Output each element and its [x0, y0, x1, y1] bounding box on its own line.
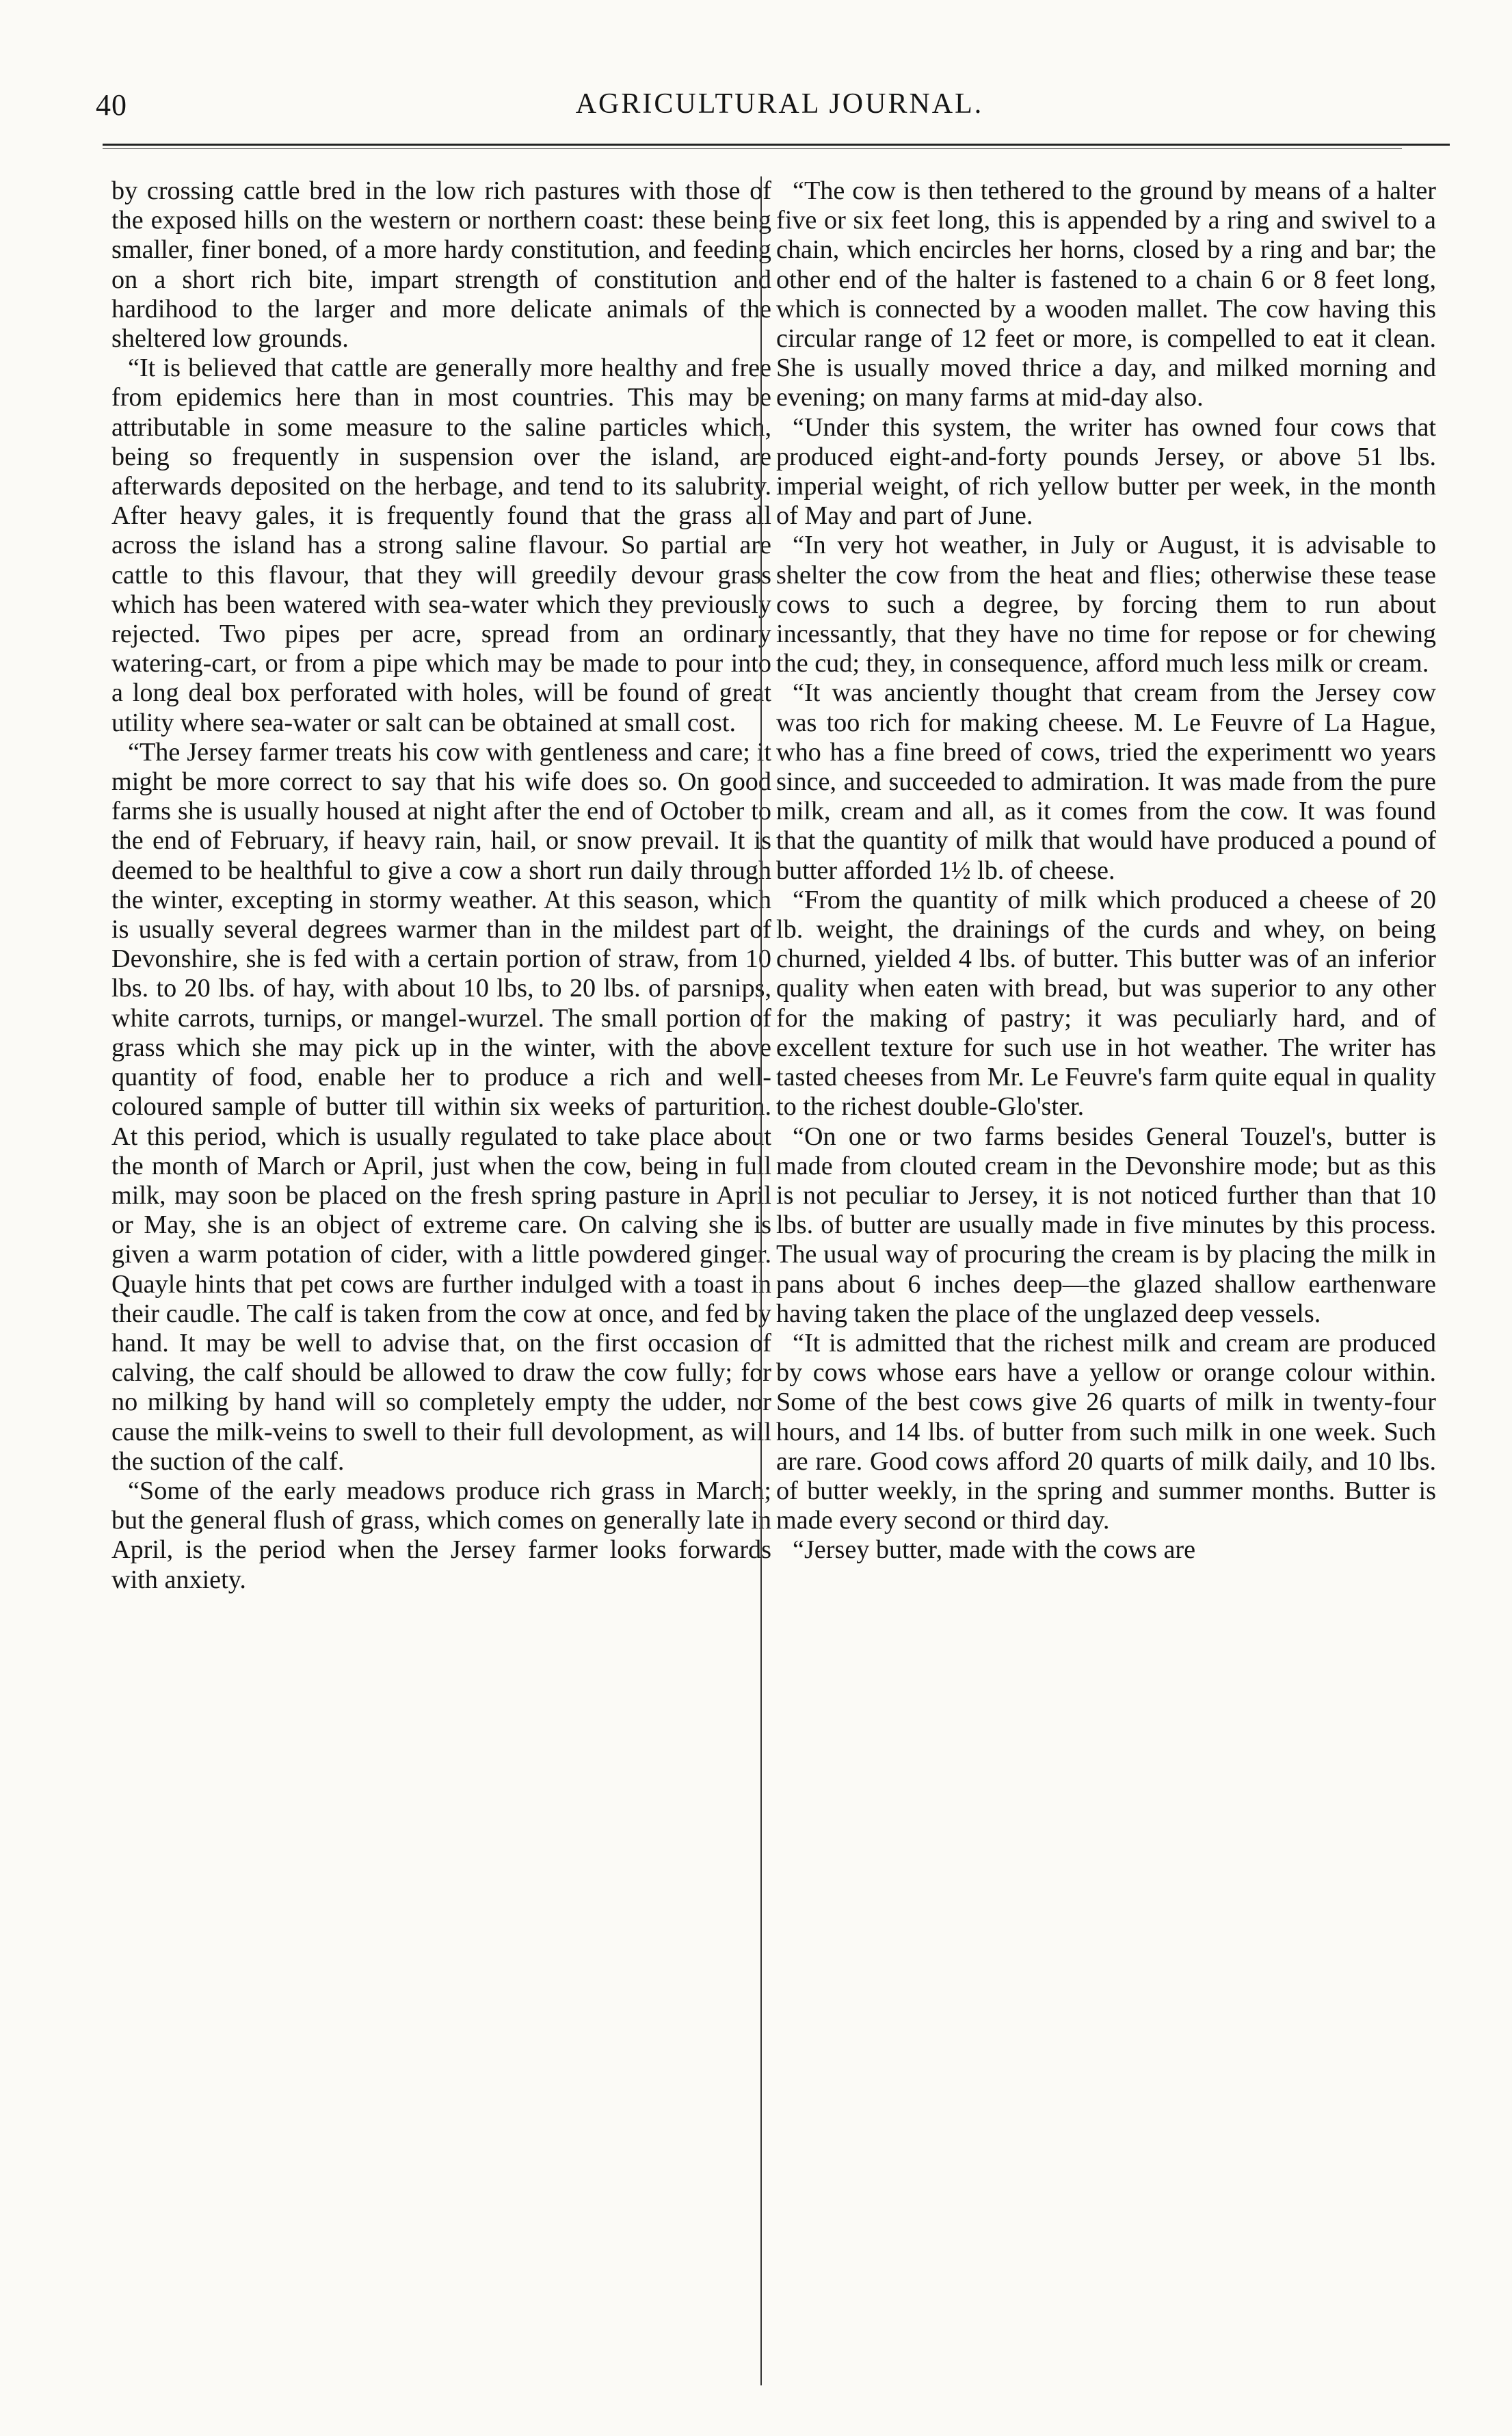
- header-rule-thin: [103, 148, 1402, 149]
- paragraph: “In very hot weather, in July or August, it is advisable to shelter the cow from the heat and flies; otherwise these tease cows to such a degree, by forcing them to run about incessantly, that they have no time for repose or for chewing the cud; they, in consequence, afford much less milk or cream.: [776, 531, 1436, 678]
- paragraph: “It was anciently thought that cream from the Jersey cow was too rich for making cheese. M. Le Feuvre of La Hague, who has a fine breed of cows, tried the experimentt wo years since, and succeeded to admiration. It was made from the pure milk, cream and all, as it comes from the cow. It was found that the quantity of milk that would have produced a pound of butter afforded 1½ lb. of cheese.: [776, 678, 1436, 885]
- page-number: 40: [96, 88, 127, 122]
- paragraph: “Some of the early meadows produce rich grass in March; but the general flush of grass, which comes on generally late in April, is the period when the Jersey farmer looks forwards with anxiety.: [111, 1476, 771, 1594]
- paragraph: “The Jersey farmer treats his cow with gentleness and care; it might be more correct to say that his wife does so. On good farms she is usually housed at night after the end of October to the end of February, if heavy rain, hail, or snow prevail. It is deemed to be healthful to give a cow a short run daily through the winter, excepting in stormy weather. At this season, which is usually several degrees warmer than in the mildest part of Devonshire, she is fed with a certain portion of straw, from 10 lbs. to 20 lbs. of hay, with about 10 lbs, to 20 lbs. of parsnips, white carrots, turnips, or mangel-wurzel. The small portion of grass which she may pick up in the winter, with the above quantity of food, enable her to produce a rich and well-coloured sample of butter till within six weeks of parturition. At this period, which is usually regulated to take place about the month of March or April, just when the cow, being in full milk, may soon be placed on the fresh spring pasture in April or May, she is an object of extreme care. On calving she is given a warm potation of cider, with a little powdered ginger. Quayle hints that pet cows are further indulged with a toast in their caudle. The calf is taken from the cow at once, and fed by hand. It may be well to advise that, on the first occasion of calving, the calf should be allowed to draw the cow fully; for no milking by hand will so completely empty the udder, nor cause the milk-veins to swell to their full devolopment, as will the suction of the calf.: [111, 737, 771, 1476]
- journal-title: AGRICULTURAL JOURNAL.: [575, 88, 984, 120]
- paragraph: “Jersey butter, made with the cows are: [793, 1535, 1196, 1565]
- paragraph: “It is admitted that the richest milk and cream are produced by cows whose ears have a yellow or orange colour within. Some of the best cows give 26 quarts of milk in twenty-four hours, and 14 lbs. of butter from such milk in one week. Such are rare. Good cows afford 20 quarts of milk daily, and 10 lbs. of butter weekly, in the spring and summer months. Butter is made every second or third day.: [776, 1328, 1436, 1535]
- header-rule: [103, 144, 1450, 146]
- right-column: [776, 176, 1436, 2385]
- paragraph: “It is believed that cattle are generally more healthy and free from epidemics here than in most countries. This may be attributable in some measure to the saline particles which, being so frequently in suspension over the island, are afterwards deposited on the herbage, and tend to its salubrity. After heavy gales, it is frequently found that the grass all across the island has a strong saline flavour. So partial are cattle to this flavour, that they will greedily devour grass which has been watered with sea-water which they previously rejected. Two pipes per acre, spread from an ordinary watering-cart, or from a pipe which may be made to pour into a long deal box perforated with holes, will be found of great utility where sea-water or salt can be obtained at small cost.: [111, 354, 771, 737]
- paragraph: “From the quantity of milk which produced a cheese of 20 lb. weight, the drainings of the curds and whey, on being churned, yielded 4 lbs. of butter. This butter was of an inferior quality when eaten with bread, but was superior to any other for the making of pastry; it was peculiarly hard, and of excellent texture for such use in hot weather. The writer has tasted cheeses from Mr. Le Feuvre's farm quite equal in quality to the richest double-Glo'ster.: [776, 885, 1436, 1122]
- left-column: [111, 176, 771, 2385]
- column-divider: [760, 176, 762, 2385]
- paragraph: “On one or two farms besides General Touzel's, butter is made from clouted cream in the Devonshire mode; but as this is not peculiar to Jersey, it is not noticed further than that 10 lbs. of butter are usually made in five minutes by this process. The usual way of procuring the cream is by placing the milk in pans about 6 inches deep—the glazed shallow earthenware having taken the place of the unglazed deep vessels.: [776, 1122, 1436, 1328]
- paragraph: “Under this system, the writer has owned four cows that produced eight-and-forty pounds Jersey, or above 51 lbs. imperial weight, of rich yellow butter per week, in the month of May and part of June.: [776, 412, 1436, 531]
- running-head: [96, 88, 1450, 135]
- paragraph: “The cow is then tethered to the ground by means of a halter five or six feet long, this is appended by a ring and swivel to a chain, which encircles her horns, closed by a ring and bar; the other end of the halter is fastened to a chain 6 or 8 feet long, which is connected by a wooden mallet. The cow having this circular range of 12 feet or more, is compelled to eat it clean. She is usually moved thrice a day, and milked morning and evening; on many farms at mid-day also.: [776, 176, 1436, 412]
- paragraph: by crossing cattle bred in the low rich pastures with those of the exposed hills on the western or northern coast: these being smaller, finer boned, of a more hardy constitution, and feeding on a short rich bite, impart strength of constitution and hardihood to the larger and more delicate animals of the sheltered low grounds.: [111, 176, 771, 354]
